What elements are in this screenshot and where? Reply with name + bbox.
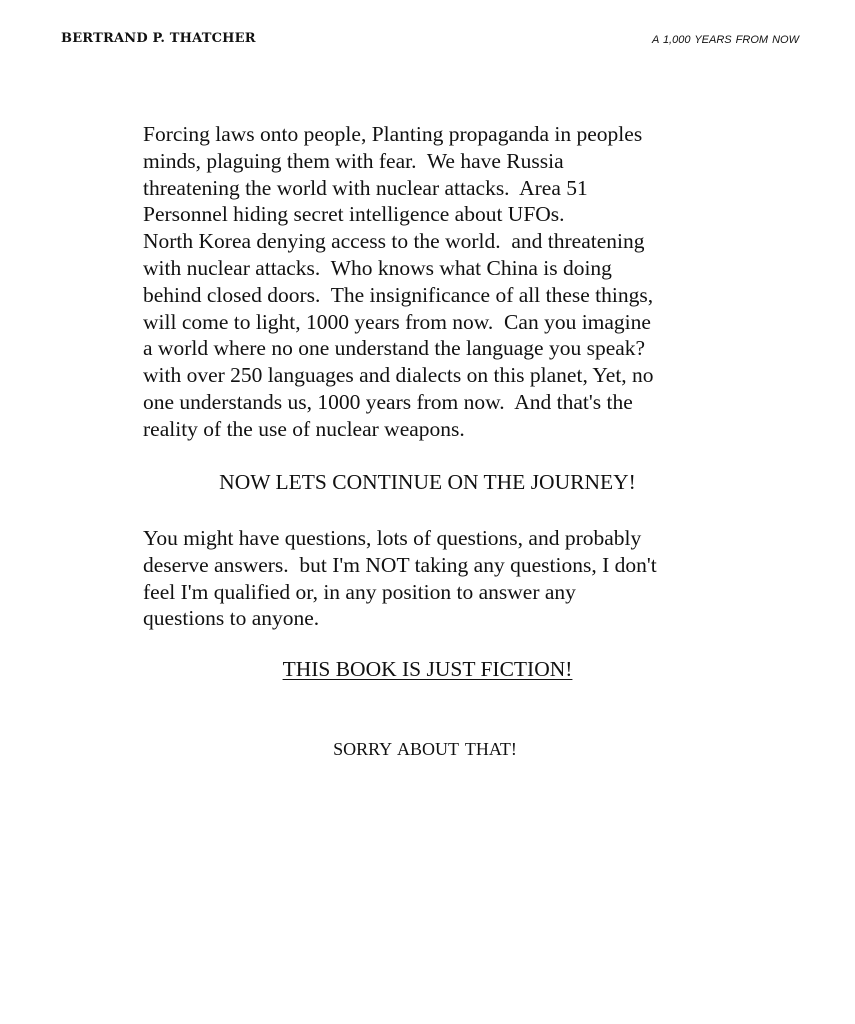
text-line: threatening the world with nuclear attacks. Area 51 [143,175,588,200]
text-line: one understands us, 1000 years from now. And that's the [143,389,633,414]
author-name: BERTRAND P. THATCHER [61,31,256,46]
text-line: with nuclear attacks. Who knows what China is doing [143,255,612,280]
text-line: deserve answers. but I'm NOT taking any questions, I don't [143,552,657,577]
text-line: Forcing laws onto people, Planting propaganda in peoples [143,122,643,146]
paragraph-1 [143,121,743,443]
paragraph-2 [143,525,743,632]
continue-heading: NOW LETS CONTINUE ON THE JOURNEY! [219,470,636,494]
closing-line: SORRY ABOUT THAT! [333,739,517,759]
text-line: reality of the use of nuclear weapons. [143,416,465,441]
book-title: A 1,000 YEARS FROM NOW [651,34,799,46]
text-line: behind closed doors. The insignificance of all these things, [143,282,654,307]
text-line: minds, plaguing them with fear. We have Russia [143,148,564,173]
text-line: a world where no one understand the language you speak? [143,336,646,361]
text-line: with over 250 languages and dialects on this planet, Yet, no [143,363,654,388]
text-line: You might have questions, lots of questions, and probably [143,526,642,550]
text-line: questions to anyone. [143,606,320,631]
text-line: North Korea denying access to the world. and threatening [143,229,645,254]
text-line: Personnel hiding secret intelligence about UFOs. [143,202,565,227]
fiction-heading: THIS BOOK IS JUST FICTION! [282,657,573,681]
text-line: will come to light, 1000 years from now. Can you imagine [143,309,651,334]
text-line: feel I'm qualified or, in any position to answer any [143,579,576,604]
